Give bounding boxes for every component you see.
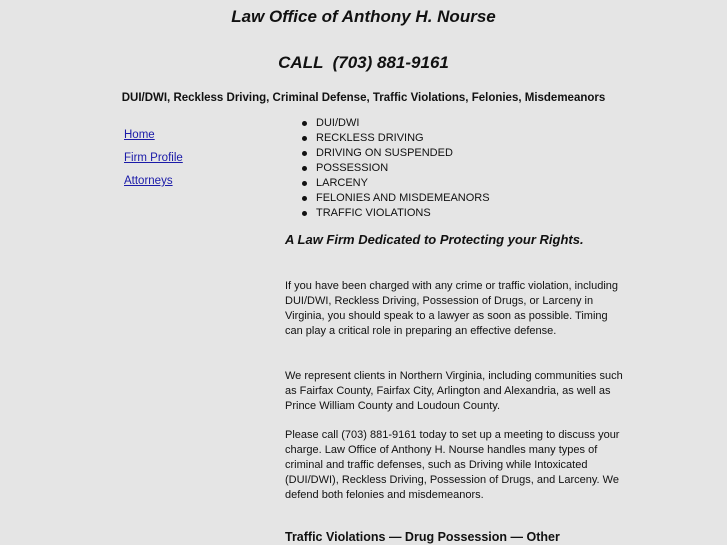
practice-areas-line: DUI/DWI, Reckless Driving, Criminal Defense, Traffic Violations, Felonies, Misdemeanors (121, 92, 606, 104)
service-item (316, 116, 490, 131)
service-label: LARCENY (316, 177, 368, 189)
service-item (316, 161, 490, 176)
bullet-icon (302, 166, 307, 171)
service-label: DRIVING ON SUSPENDED (316, 147, 453, 159)
section-heading: Traffic Violations — Drug Possession — Other (285, 530, 560, 544)
nav-item-attorneys (124, 175, 183, 198)
contact-paragraph: Please call (703) 881-9161 today to set up a meeting to discuss your charge. Law Office of Anthony H. Nourse handles many types of criminal and traffic defenses, such as Driving while Intoxicated (DUI/DWI), Reckless Driving, Possession of Drugs, and Larceny. We defend both felonies and misdemeanors. (285, 429, 620, 501)
service-label: FELONIES AND MISDEMEANORS (316, 192, 490, 204)
service-label: RECKLESS DRIVING (316, 132, 424, 144)
service-label: DUI/DWI (316, 117, 360, 129)
service-item (316, 176, 490, 191)
service-area-paragraph: We represent clients in Northern Virginia, including communities such as Fairfax County, Fairfax City, Arlington and Alexandria, as well as Prince William County and Loudoun County. (285, 370, 623, 412)
services-list (316, 116, 490, 221)
bullet-icon (302, 121, 307, 126)
service-item (316, 206, 490, 221)
bullet-icon (302, 136, 307, 141)
service-item (316, 131, 490, 146)
bullet-icon (302, 181, 307, 186)
bullet-icon (302, 151, 307, 156)
nav-link-firm-profile[interactable]: Firm Profile (124, 152, 183, 164)
service-item (316, 146, 490, 161)
sidebar-nav (124, 129, 183, 198)
bullet-icon (302, 211, 307, 216)
nav-item-firm-profile (124, 152, 183, 175)
phone-callout: CALL (703) 881-9161 (278, 53, 449, 72)
bullet-icon (302, 196, 307, 201)
nav-item-home (124, 129, 183, 152)
nav-link-home[interactable]: Home (124, 129, 155, 141)
service-label: TRAFFIC VIOLATIONS (316, 207, 431, 219)
site-title: Law Office of Anthony H. Nourse (231, 7, 496, 26)
tagline: A Law Firm Dedicated to Protecting your Rights. (285, 232, 584, 247)
nav-link-attorneys[interactable]: Attorneys (124, 175, 173, 187)
service-item (316, 191, 490, 206)
service-label: POSSESSION (316, 162, 389, 174)
intro-paragraph: If you have been charged with any crime or traffic violation, including DUI/DWI, Reckless Driving, Possession of Drugs, or Larceny in Virginia, you should speak to a lawyer as soon as possible. Timing can play a critical role in preparing an effective defense. (285, 280, 619, 337)
